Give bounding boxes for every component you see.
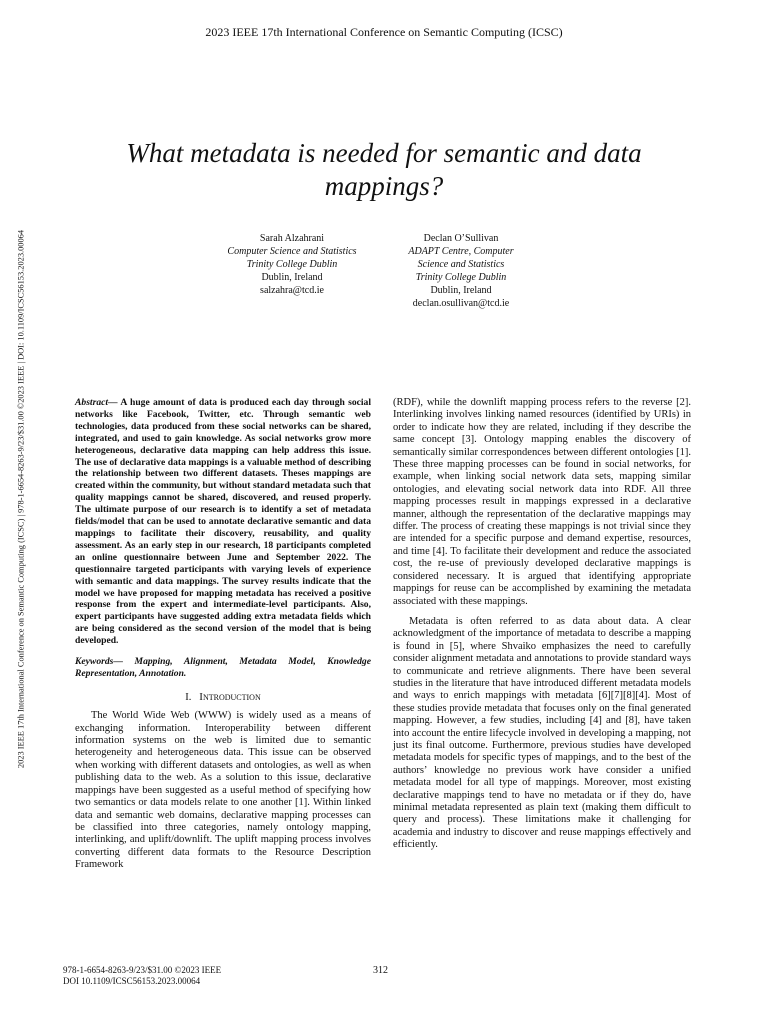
abstract [75,397,371,647]
page-number: 312 [373,965,388,976]
body-paragraph-2: Metadata is often referred to as data about data. A clear acknowledgment of the importance of metadata to describe a mapping is found in [5], where Shvaiko emphasizes the need to carefully consider alignment metadata and annotations to provide standard ways to communicate and retrieve alignments. There have been several studies in the literature that have introduced different metadata models and ways to enrich mappings with metadata [6][7][8][4]. Most of these studies provide metadata that focuses only on the final generated mapping. However, a few studies, including [4] and [8], have taken into account the entire lifecycle involved in developing a mapping, not just its final outcome. Furthermore, previous studies have developed metadata models for specific types of mappings, and to the best of the authors’ knowledge no previous work have consider a unified metadata model for all type of mappings. Moreover, most existing declarative mappings tend to have no metadata or if they do, have minimal metadata represented as plain text (making them difficult to query and process). These limitations make it challenging for academia and industry to discover and reuse mappings effectively and efficiently. [393,615,691,851]
author-block-2 [351,232,571,310]
section-heading [75,691,371,704]
intro-paragraph-1: The World Wide Web (WWW) is widely used as a means of exchanging information. Interoperability between different information systems on the web is limited due to semantic heterogeneity and heterogeneous data. This issue can be observed when working with different datasets and ontologies, as well as when publishing data to the web. As a solution to this issue, declarative mappings have been suggested as a useful method of specifying how two semantics or data models relate to one another [1]. Within linked data and semantic web domains, declarative mapping processes can be classified into three categories, namely ontology mapping, interlinking, and uplift/downlift. The uplift mapping process involves converting different data formats to the Resource Description Framework [75,710,371,871]
author-location: Dublin, Ireland [430,285,492,296]
author-affiliation: Computer Science and Statistics [227,246,357,257]
title-line-1: What metadata is needed for semantic and data [126,138,642,168]
author-location: Dublin, Ireland [261,272,323,283]
author-name: Declan O’Sullivan [423,233,499,244]
section-title: Introduction [199,690,261,703]
author-affiliation: Science and Statistics [417,259,505,270]
section-number: I. [185,691,192,703]
left-column [75,397,371,872]
body-paragraph-1: (RDF), while the downlift mapping process refers to the reverse [2]. Interlinking involves linking named resources (identified by URIs) in order to indicate how they are related, including if they describe the same concept [3]. Ontology mapping enables the discovery of semantically similar correspondences between different ontologies [1]. These three mapping processes can be found in social networks, for example, when linking social network data sets, mapping similar ontologies, and elevating social network data into RDF. All three mapping processes result in mappings expressed in a declarative manner, although the representation of the declarative mappings may differ. The process of creating these mappings is not trivial since they are intended for a specific purpose and demand expertise, resources, and time [4]. To facilitate their development and reduce the associated cost, the re-use of previously developed declarative mappings is considered necessary. It is argued that identifying appropriate mappings for reuse can be accomplished by examining the metadata associated with these mappings. [393,397,691,607]
author-affiliation: Trinity College Dublin [246,259,338,270]
title-line-2: mappings? [324,171,444,201]
side-citation-strip [14,178,28,820]
author-email[interactable]: declan.osullivan@tcd.ie [412,298,510,309]
author-email[interactable]: salzahra@tcd.ie [260,285,324,296]
author-name: Sarah Alzahrani [259,233,325,244]
conference-header: 2023 IEEE 17th International Conference on Semantic Computing (ICSC) [205,25,563,39]
abstract-label: Abstract— [75,397,118,408]
side-citation-text: 2023 IEEE 17th International Conference on Semantic Computing (ICSC) | 978-1-6654-8263-9/23/$31.00 ©2023 IEEE | DOI: 10.1109/ICSC56153.2023.00064 [16,229,26,769]
keywords: Keywords— Mapping, Alignment, Metadata Model, Knowledge Representation, Annotation. [75,656,371,679]
footer-isbn: 978-1-6654-8263-9/23/$31.00 ©2023 IEEE [63,965,222,975]
right-column [393,397,691,852]
author-affiliation: ADAPT Centre, Computer [408,246,514,257]
page-footer [63,965,221,987]
abstract-text: A huge amount of data is produced each day through social networks like Facebook, Twitter, etc. Through semantic web technologies, data produced from these social networks can be shared, integrated, and used to gain knowledge. As social networks grow more heterogeneous, declarative data mapping can help address this issue. The use of declarative data mappings is a valuable method of describing the relationship between two different datasets. Theses mappings are created within the community, but without standard metadata such that quality mappings cannot be shared, discovered, and reused properly. The ultimate purpose of our research is to identify a set of metadata fields/model that can be used to annotate declarative semantic and data mappings to facilitate their discovery, reusability, and quality assessment. As an early step in our research, 18 participants completed an online questionnaire between June and September 2022. The questionnaire targeted participants with varying levels of experience with semantic and data mappings. The survey results indicate that the model we have proposed for mapping metadata has received a positive response from the expert and intermediate-level participants. Also, expert participants have suggested adding extra metadata fields which are being considered as the second version of the model that is being developed. [75,397,371,647]
footer-doi: DOI 10.1109/ICSC56153.2023.00064 [63,976,201,986]
paper-title [100,137,668,203]
author-affiliation: Trinity College Dublin [415,272,507,283]
